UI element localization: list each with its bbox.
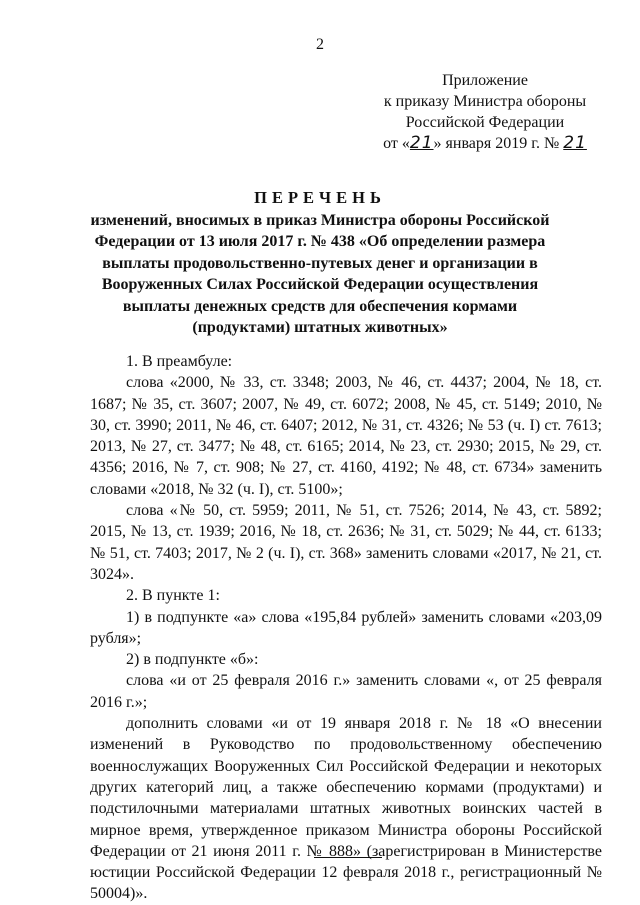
handwritten-order-number: 21 <box>563 133 587 153</box>
paragraph: слова «и от 25 февраля 2016 г.» заменить словами «, от 25 февраля 2016 г.»; <box>90 672 602 711</box>
date-mid: » января 2019 г. № <box>433 135 560 152</box>
title-subtitle: изменений, вносимых в приказ Министра обороны Российской Федерации от 13 июля 2017 г. № 438 «Об определении размера выплаты продовольственно-путевых денег и организации в Вооруженных Силах Российской Федерации осуществления выплаты денежных средств для обеспечения кормами (продуктами) штатных животных» <box>90 211 550 336</box>
date-prefix: от « <box>383 135 410 152</box>
document-body <box>90 351 602 905</box>
paragraph: 2. В пункте 1: <box>126 587 220 605</box>
appendix-header <box>350 70 620 154</box>
closing-divider <box>314 857 382 858</box>
appendix-date-line <box>350 133 620 154</box>
paragraph: дополнить словами «и от 19 января 2018 г. № 18 «О внесении изменений в Руководство по продовольственному обеспечению военнослужащих Вооруженных Сил Российской Федерации и некоторых других категорий лиц, а также обеспечению кормами (продуктами) и подстилочными материалами штатных животных воинских частей в мирное время, утвержденное приказом Министра обороны Российской Федерации от 21 июня 2011 г. № 888» (зарегистрирован в Министерстве юстиции Российской Федерации 12 февраля 2018 г., регистрационный № 50004)». <box>90 715 602 903</box>
paragraph: слова «2000, № 33, ст. 3348; 2003, № 46, ст. 4437; 2004, № 18, ст. 1687; № 35, ст. 3607; 2007, № 49, ст. 6072; 2008, № 45, ст. 5149; 2010, № 30, ст. 3990; 2011, № 46, ст. 6407; 2012, № 31, ст. 4326; № 53 (ч. I) ст. 7613; 2013, № 27, ст. 3477; № 48, ст. 6165; 2014, № 23, ст. 2930; 2015, № 29, ст. 4356; 2016, № 7, ст. 908; № 27, ст. 4160, 4192; № 48, ст. 6734» заменить словами «2018, № 32 (ч. I), ст. 5100»; <box>90 374 602 498</box>
paragraph: 1. В преамбуле: <box>126 353 233 370</box>
paragraph: слова «№ 50, ст. 5959; 2011, № 51, ст. 7526; 2014, № 43, ст. 5892; 2015, № 13, ст. 1939; 2016, № 18, ст. 2636; № 31, ст. 5029; № 44, ст. 6133; № 51, ст. 7403; 2017, № 2 (ч. I), ст. 368» заменить словами «2017, № 21, ст. 3024». <box>90 502 602 583</box>
handwritten-day: 21 <box>409 133 434 153</box>
appendix-line: к приказу Министра обороны <box>383 93 587 110</box>
document-title <box>80 187 560 339</box>
paragraph: 1) в подпункте «а» слова «195,84 рублей» заменить словами «203,09 рубля»; <box>90 608 602 647</box>
title-heading: ПЕРЕЧЕНЬ <box>254 188 386 207</box>
page-number: 2 <box>316 36 324 53</box>
appendix-line: Российской Федерации <box>405 114 565 131</box>
appendix-line: Приложение <box>442 72 528 89</box>
paragraph: 2) в подпункте «б»: <box>126 651 259 669</box>
